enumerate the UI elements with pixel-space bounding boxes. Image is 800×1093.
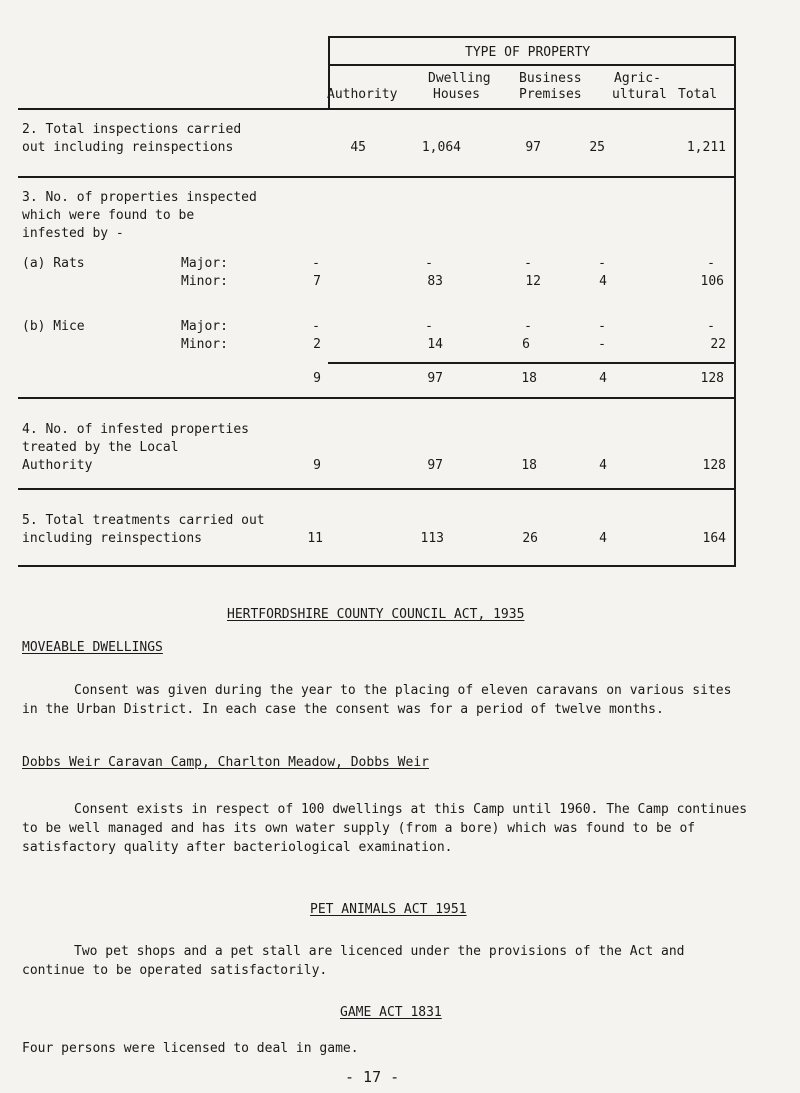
type-of-property-heading: TYPE OF PROPERTY	[465, 45, 591, 60]
row4-total: 128	[702, 458, 726, 473]
row5-authority: 11	[307, 531, 323, 546]
pet-animals-paragraph: Two pet shops and a pet stall are licenced under the provisions of the Act and continue to be operated satisfactorily.	[22, 944, 685, 978]
row5-total: 164	[702, 531, 726, 546]
row3-label-line1: 3. No. of properties inspected	[22, 190, 257, 205]
mice-minor-authority: 2	[313, 337, 321, 352]
row4-business: 18	[521, 458, 537, 473]
col-dwelling-label-1: Dwelling	[428, 71, 491, 86]
game-act-heading: GAME ACT 1831	[340, 1005, 442, 1020]
col-business-label-2: Premises	[519, 87, 582, 102]
row2-label-line2: out including reinspections	[22, 140, 234, 155]
table-top-rule	[328, 36, 736, 38]
rats-major-agric: -	[598, 256, 606, 271]
act-heading: HERTFORDSHIRE COUNTY COUNCIL ACT, 1935	[227, 607, 525, 622]
row4-authority: 9	[313, 458, 321, 473]
moveable-dwellings-paragraph: Consent was given during the year to the placing of eleven caravans on various sites in the Urban District. In each case the consent was for a period of twelve months.	[22, 683, 732, 717]
mice-minor-label: Minor:	[181, 337, 228, 352]
row5-dwelling: 113	[420, 531, 444, 546]
rats-major-total: -	[707, 256, 715, 271]
dobbs-weir-paragraph: Consent exists in respect of 100 dwellings at this Camp until 1960. The Camp continues to be well managed and has its own water supply (from a bore) which was found to be of satisfactory quality after bacteriological examination.	[22, 802, 748, 855]
rats-minor-authority: 7	[313, 274, 321, 289]
subtotal-dwelling: 97	[427, 371, 443, 386]
row2-authority: 45	[350, 140, 366, 155]
mice-major-business: -	[524, 319, 532, 334]
row4-bottom-rule	[18, 488, 736, 490]
col-agric-label-1: Agric-	[614, 71, 661, 86]
row2-total: 1,211	[686, 140, 726, 155]
row2-business: 97	[525, 140, 541, 155]
mice-major-total: -	[707, 319, 715, 334]
dobbs-weir-heading: Dobbs Weir Caravan Camp, Charlton Meadow, Dobbs Weir	[22, 755, 429, 770]
col-agric-label-2: ultural	[612, 87, 667, 102]
row2-label-line1: 2. Total inspections carried	[22, 122, 242, 137]
row2-dwelling: 1,064	[421, 140, 461, 155]
row3-label-line2: which were found to be	[22, 208, 195, 223]
row5-agric: 4	[599, 531, 607, 546]
subtotal-total: 128	[700, 371, 724, 386]
rats-major-dwelling: -	[425, 256, 433, 271]
mice-major-label: Major:	[181, 319, 228, 334]
row2-bottom-rule	[18, 176, 736, 178]
header-bottom-rule	[18, 108, 736, 110]
subtotal-authority: 9	[313, 371, 321, 386]
mice-minor-business: 6	[522, 337, 530, 352]
rats-major-business: -	[524, 256, 532, 271]
rats-minor-dwelling: 83	[427, 274, 443, 289]
row5-business: 26	[522, 531, 538, 546]
pet-animals-heading: PET ANIMALS ACT 1951	[310, 902, 467, 917]
subtotal-business: 18	[521, 371, 537, 386]
col-total-label: Total	[678, 87, 718, 102]
rats-major-authority: -	[312, 256, 320, 271]
moveable-dwellings-heading: MOVEABLE DWELLINGS	[22, 640, 163, 655]
rats-minor-total: 106	[700, 274, 724, 289]
row5-label-line1: 5. Total treatments carried out	[22, 513, 265, 528]
mice-major-agric: -	[598, 319, 606, 334]
mice-minor-dwelling: 14	[427, 337, 443, 352]
row4-label-line2: treated by the Local	[22, 440, 179, 455]
rats-minor-label: Minor:	[181, 274, 228, 289]
game-act-paragraph: Four persons were licensed to deal in game.	[22, 1041, 359, 1056]
table-bottom-rule	[18, 565, 736, 567]
rats-label: (a) Rats	[22, 256, 85, 271]
mice-major-authority: -	[312, 319, 320, 334]
col-authority-label: Authority	[327, 87, 398, 102]
mice-minor-total: 22	[710, 337, 726, 352]
col-business-label-1: Business	[519, 71, 582, 86]
row4-label-line1: 4. No. of infested properties	[22, 422, 249, 437]
header-divider	[328, 64, 736, 66]
rats-minor-agric: 4	[599, 274, 607, 289]
row2-agric: 25	[589, 140, 605, 155]
mice-major-dwelling: -	[425, 319, 433, 334]
mice-minor-agric: -	[598, 337, 606, 352]
subtotal-top-rule	[328, 362, 736, 364]
row4-dwelling: 97	[427, 458, 443, 473]
row3-bottom-rule	[18, 397, 736, 399]
rats-major-label: Major:	[181, 256, 228, 271]
row5-label-line2: including reinspections	[22, 531, 203, 546]
row4-agric: 4	[599, 458, 607, 473]
subtotal-agric: 4	[599, 371, 607, 386]
col-dwelling-label-2: Houses	[433, 87, 480, 102]
row3-label-line3: infested by -	[22, 226, 124, 241]
mice-label: (b) Mice	[22, 319, 85, 334]
row4-label-line3: Authority	[22, 458, 93, 473]
page-number: - 17 -	[345, 1068, 400, 1086]
rats-minor-business: 12	[525, 274, 541, 289]
